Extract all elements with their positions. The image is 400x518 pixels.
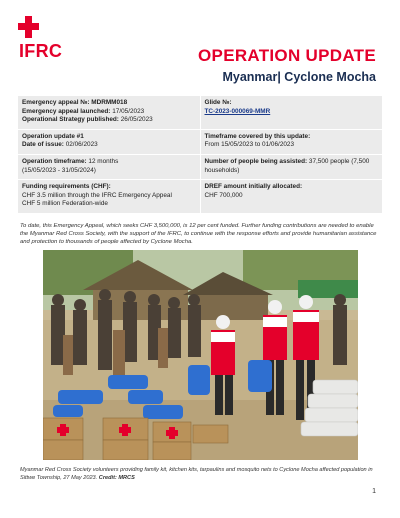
dref-cell — [200, 180, 383, 213]
info-row-appeal — [18, 96, 382, 129]
glide-label: Glide №: — [204, 99, 232, 106]
funding-line-1: CHF 3.5 million through the IFRC Emergency Appeal — [22, 191, 172, 199]
emergency-appeal-label: Emergency appeal №: — [22, 99, 90, 106]
strategy-published-label: Operational Strategy published: — [22, 116, 119, 124]
appeal-launched-label: Emergency appeal launched: — [22, 107, 111, 115]
operation-timeframe-value: 12 months — [88, 157, 119, 165]
glide-link[interactable]: TC-2023-000069-MMR — [204, 107, 271, 115]
operation-timeframe-cell — [18, 155, 200, 179]
operation-info-table — [18, 96, 382, 213]
operation-timeframe-label: Operation timeframe: — [22, 157, 87, 165]
appeal-cell — [18, 96, 200, 129]
dref-value: CHF 700,000 — [204, 191, 243, 199]
update-cell — [18, 130, 200, 154]
appeal-launched-value: 17/05/2023 — [112, 107, 145, 115]
operation-timeframe-dates: (15/05/2023 - 31/05/2024) — [22, 166, 96, 174]
glide-cell — [200, 96, 383, 129]
document-subtitle: Myanmar| Cyclone Mocha — [222, 70, 376, 84]
timeframe-covered-label: Timeframe covered by this update: — [204, 132, 311, 140]
photo-caption-text: Myanmar Red Cross Society volunteers providing family kit, kitchen kits, tarpaulins and mosquito nets to Cyclone Mocha affected population in Sittwe Township, 27 May 2023. — [20, 467, 373, 481]
document-title: OPERATION UPDATE — [198, 46, 376, 65]
emergency-appeal-value: MDRMM018 — [91, 99, 128, 106]
ifrc-logo — [18, 14, 78, 64]
date-of-issue-value: 02/06/2023 — [65, 141, 98, 149]
people-assisted-label: Number of people being assisted: — [204, 157, 308, 165]
funding-cell — [18, 180, 200, 213]
info-row-update — [18, 129, 382, 154]
info-row-funding — [18, 179, 382, 213]
funding-label: Funding requirements (CHF): — [22, 183, 111, 191]
timeframe-covered-cell — [200, 130, 383, 154]
photo-credit: Credit: MRCS — [98, 474, 135, 481]
operation-update-label: Operation update #1 — [22, 132, 84, 140]
info-row-timeframe — [18, 154, 382, 179]
funding-line-2: CHF 5 million Federation-wide — [22, 200, 108, 208]
photo-illustration — [43, 250, 358, 460]
dref-label: DREF amount initially allocated: — [204, 183, 303, 191]
people-assisted-value: 37,500 people (7,500 households) — [204, 157, 370, 174]
timeframe-covered-value: From 15/05/2023 to 01/06/2023 — [204, 141, 295, 149]
red-cross-crescent-icon — [18, 14, 62, 40]
intro-paragraph: To date, this Emergency Appeal, which seeks CHF 3,500,000, is 12 per cent funded. Further funding contributions are needed to enable the Myanmar Red Cross Society, with the support of the IFRC, to continue with the response efforts and provide humanitarian assistance and protection to thousands of people affected by Cyclone Mocha. — [20, 223, 377, 246]
people-assisted-cell — [200, 155, 383, 179]
date-of-issue-label: Date of issue: — [22, 141, 64, 149]
distribution-photo — [43, 250, 358, 460]
logo-text: IFRC — [19, 41, 63, 61]
strategy-published-value: 26/05/2023 — [120, 116, 153, 124]
page-number: 1 — [372, 488, 376, 495]
photo-caption — [20, 467, 380, 483]
